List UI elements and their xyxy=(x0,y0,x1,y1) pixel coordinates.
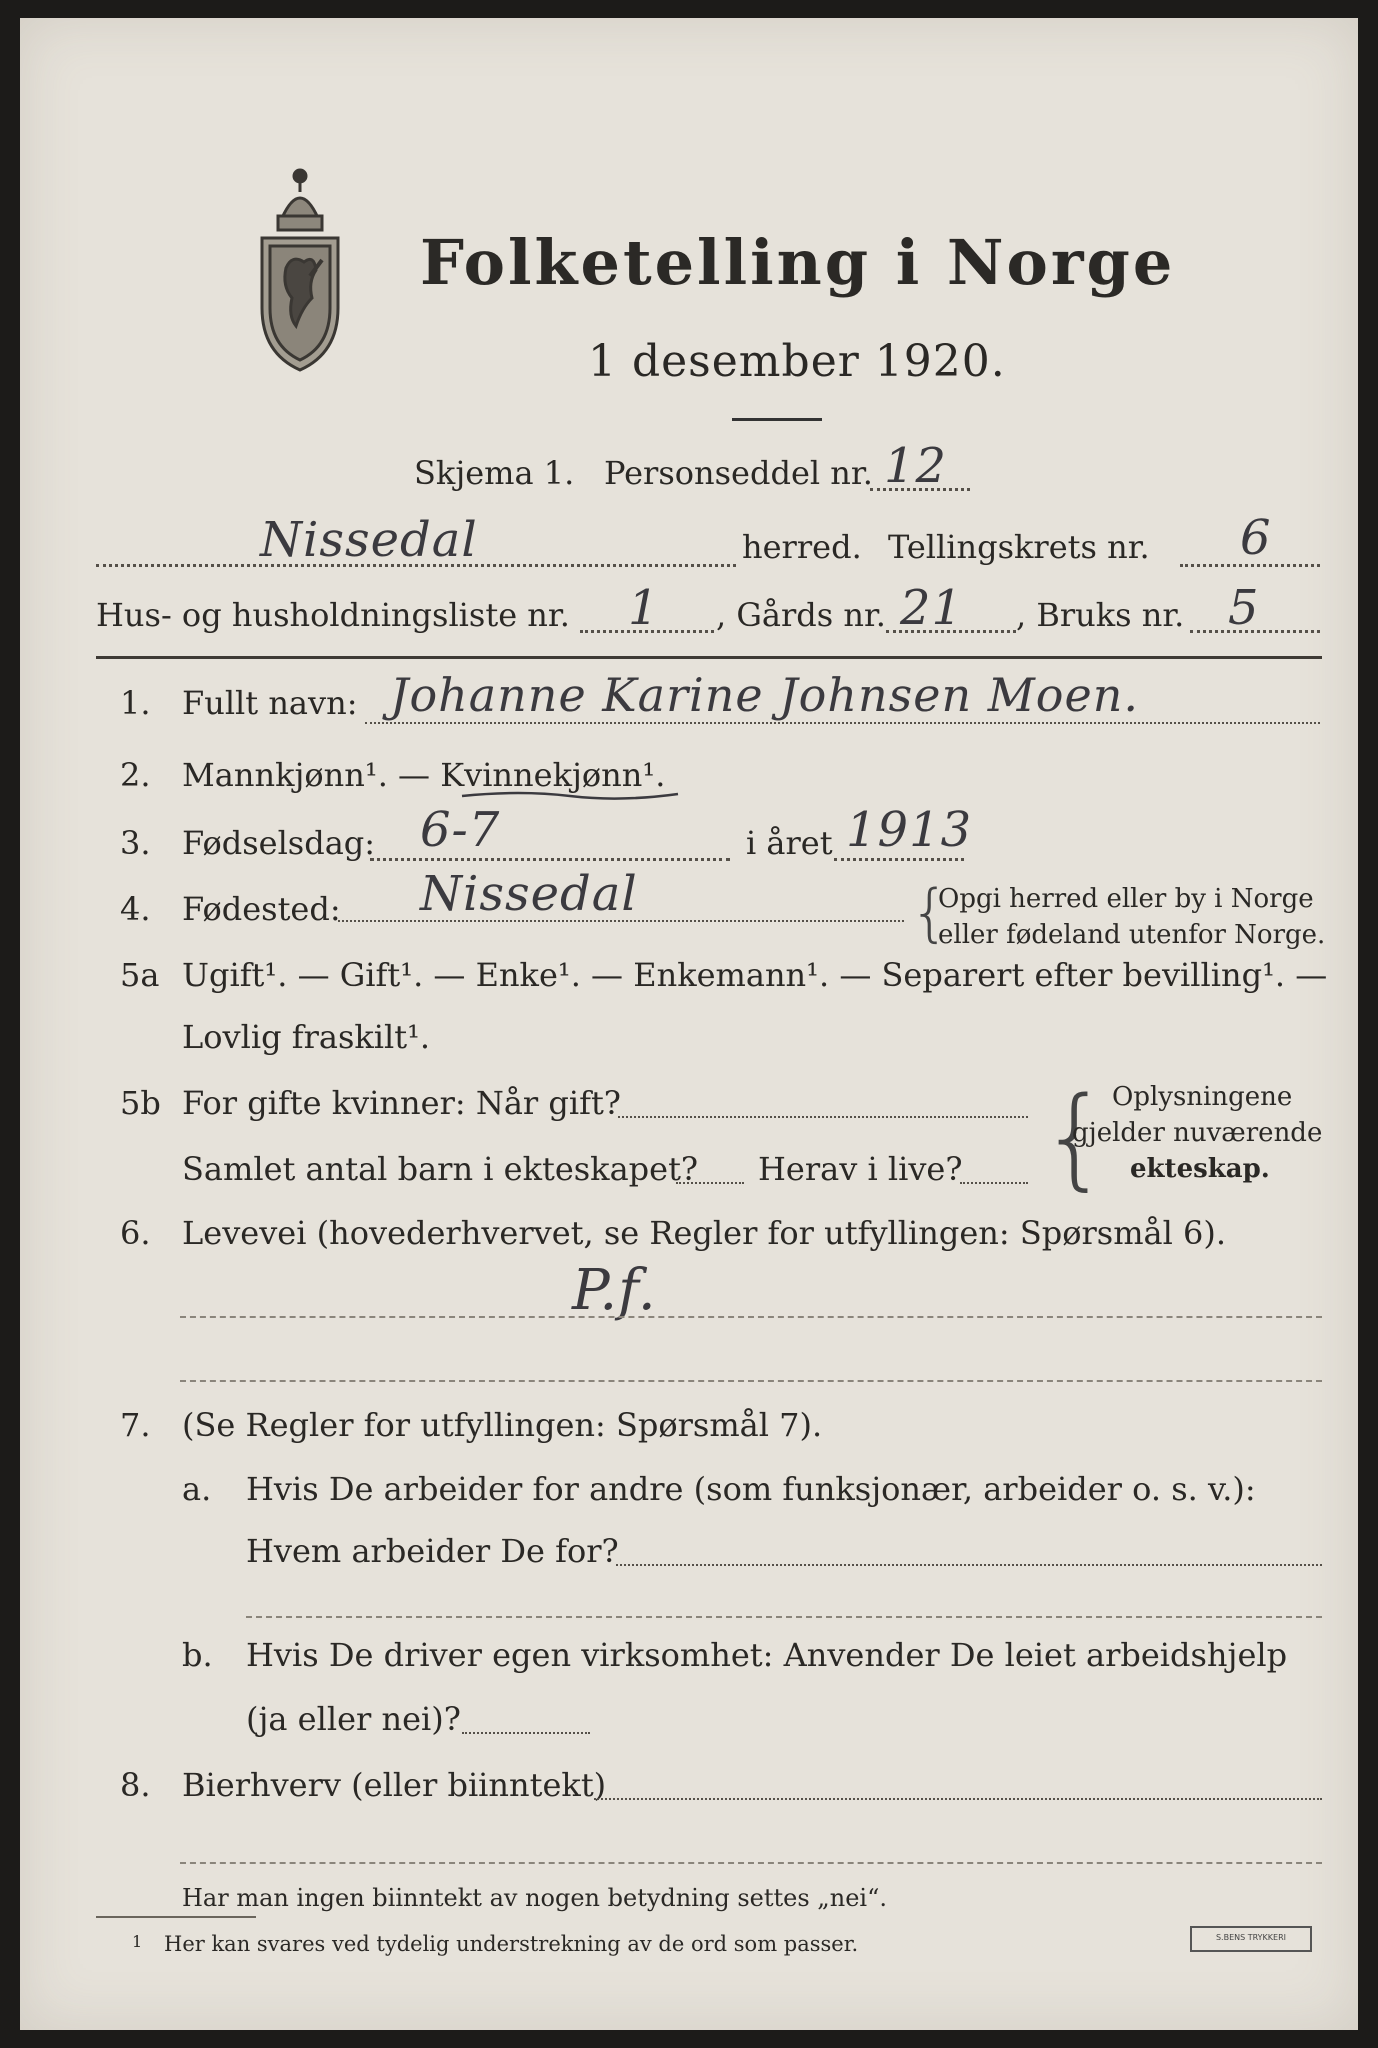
q7a-line-2: Hvem arbeider De for? xyxy=(246,1532,619,1570)
q5a-line-1: Ugift¹. — Gift¹. — Enke¹. — Enkemann¹. — Separert efter bevilling¹. — xyxy=(182,956,1328,994)
q3-value[interactable]: 6-7 xyxy=(420,802,501,858)
q1-value[interactable]: Johanne Karine Johnsen Moen. xyxy=(390,668,1139,722)
gards-line xyxy=(886,630,1016,633)
personseddel-value[interactable]: 12 xyxy=(884,438,948,494)
husliste-value[interactable]: 1 xyxy=(628,580,660,636)
q8-answer-dots xyxy=(594,1798,1322,1800)
gards-value[interactable]: 21 xyxy=(900,580,964,636)
footnote-mark: 1 xyxy=(132,1932,143,1951)
q5b-note-1: Oplysningene xyxy=(1112,1082,1293,1112)
q3-label: Fødselsdag: xyxy=(182,824,376,862)
q7a-answer-line xyxy=(246,1616,1322,1618)
q5b-brace: { xyxy=(1040,1073,1110,1201)
herred-label: herred. xyxy=(742,528,862,566)
q4-number: 4. xyxy=(120,890,151,928)
bruks-line xyxy=(1190,630,1320,633)
q7b-letter: b. xyxy=(182,1636,213,1674)
q5b-note-2 xyxy=(1072,1118,1322,1148)
q5b-line-2a-dots xyxy=(676,1182,744,1184)
q6-label: Levevei (hovederhvervet, se Regler for utfyllingen: Spørsmål 6). xyxy=(182,1214,1227,1252)
herred-value[interactable]: Nissedal xyxy=(260,512,478,568)
q5b-note-3: ekteskap. xyxy=(1130,1154,1270,1184)
bruks-value[interactable]: 5 xyxy=(1228,580,1260,636)
q4-note-2: eller fødeland utenfor Norge. xyxy=(938,920,1326,950)
q5b-line-2b: Herav i live? xyxy=(758,1150,963,1188)
q4-label: Fødested: xyxy=(182,890,341,928)
q4-value[interactable]: Nissedal xyxy=(420,866,638,922)
q8-note: Har man ingen biinntekt av nogen betydning settes „nei“. xyxy=(182,1884,887,1912)
census-form xyxy=(20,18,1358,2030)
q5b-line-2a: Samlet antal barn i ekteskapet? xyxy=(182,1150,699,1188)
tellingskrets-label: Tellingskrets nr. xyxy=(888,528,1150,566)
personseddel-line xyxy=(870,488,970,491)
q6-value[interactable]: P.f. xyxy=(572,1258,657,1323)
q5b-line-1-dots xyxy=(618,1116,1028,1118)
tellingskrets-line xyxy=(1180,564,1320,567)
q8-number: 8. xyxy=(120,1766,151,1804)
title-divider xyxy=(732,418,822,421)
footnote-text: Her kan svares ved tydelig understrekning av de ord som passer. xyxy=(164,1932,859,1956)
q2-number: 2. xyxy=(120,756,151,794)
q7a-letter: a. xyxy=(182,1470,212,1508)
personseddel-label: Personseddel nr. xyxy=(604,454,873,492)
q1-line xyxy=(365,722,1320,724)
form-title: Folketelling i Norge xyxy=(420,226,1176,299)
herred-line xyxy=(96,564,736,567)
gards-label: , Gårds nr. xyxy=(716,596,886,634)
q5a-number: 5a xyxy=(120,956,160,994)
q3-line xyxy=(370,858,730,861)
q4-brace: { xyxy=(910,876,950,949)
printer-stamp-text: S.BENS TRYKKERI xyxy=(1215,1933,1287,1942)
husliste-line xyxy=(580,630,714,633)
q7b-answer-dots xyxy=(462,1732,590,1734)
header-divider xyxy=(96,656,1322,659)
footnote-divider xyxy=(96,1916,256,1918)
q6-answer-line-1 xyxy=(180,1316,1322,1318)
husliste-label: Hus- og husholdningsliste nr. xyxy=(96,596,570,634)
q2-label: Mannkjønn¹. — Kvinnekjønn¹. xyxy=(182,756,666,794)
q5b-note-2-text: gjelder nuværende xyxy=(1072,1118,1323,1148)
q3-number: 3. xyxy=(120,824,151,862)
q1-label: Fullt navn: xyxy=(182,684,358,722)
q7b-line-2: (ja eller nei)? xyxy=(246,1700,461,1738)
form-date: 1 desember 1920. xyxy=(588,336,1006,387)
q8-label: Bierhverv (eller biinntekt) xyxy=(182,1766,607,1804)
tellingskrets-value[interactable]: 6 xyxy=(1240,510,1272,566)
q5a-line-2: Lovlig fraskilt¹. xyxy=(182,1018,431,1056)
printer-stamp xyxy=(1190,1926,1312,1952)
q3-year-value[interactable]: 1913 xyxy=(846,802,973,858)
q4-line xyxy=(338,920,904,922)
q7a-answer-dots xyxy=(616,1564,1322,1566)
q6-answer-line-2 xyxy=(180,1380,1322,1382)
bruks-label: , Bruks nr. xyxy=(1016,596,1185,634)
q7a-line-1: Hvis De arbeider for andre (som funksjonær, arbeider o. s. v.): xyxy=(246,1470,1256,1508)
q5b-line-2b-dots xyxy=(960,1182,1028,1184)
q7b-line-1: Hvis De driver egen virksomhet: Anvender De leiet arbeidshjelp xyxy=(246,1636,1288,1674)
q3-year-label: i året xyxy=(746,824,833,862)
q6-number: 6. xyxy=(120,1214,151,1252)
q4-note-1: Opgi herred eller by i Norge xyxy=(938,884,1314,914)
q5b-line-1: For gifte kvinner: Når gift? xyxy=(182,1084,621,1122)
q8-answer-line xyxy=(180,1862,1322,1864)
q7-number: 7. xyxy=(120,1406,151,1444)
q5b-number: 5b xyxy=(120,1084,161,1122)
q7-label: (Se Regler for utfyllingen: Spørsmål 7). xyxy=(182,1406,823,1444)
coat-of-arms-icon xyxy=(252,158,348,378)
q3-year-line xyxy=(834,858,964,861)
skjema-label: Skjema 1. xyxy=(414,454,575,492)
q1-number: 1. xyxy=(120,684,151,722)
